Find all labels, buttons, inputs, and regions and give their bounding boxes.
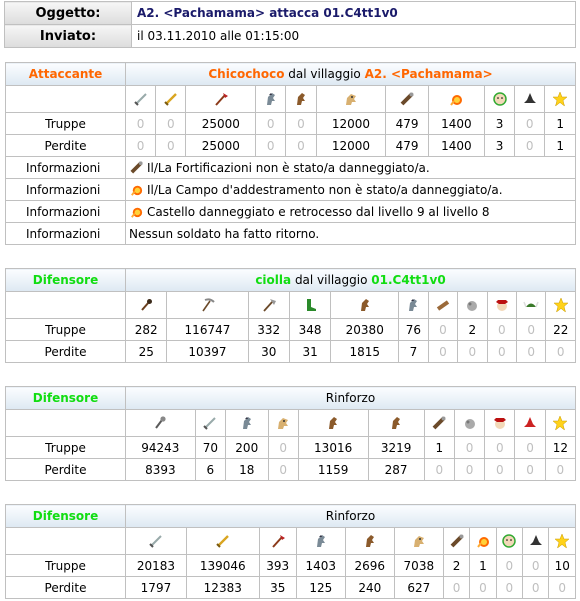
- defender-troops-row: [6, 319, 576, 341]
- troop-count: 139046: [186, 555, 259, 577]
- loss-count: 0: [126, 135, 156, 157]
- axe-icon[interactable]: [261, 297, 277, 313]
- info-row: [6, 201, 576, 223]
- catapult-icon[interactable]: [464, 297, 480, 313]
- unit-cell: [368, 410, 424, 437]
- reinforcement-losses-row: [6, 459, 576, 481]
- losses-label: Perdite: [6, 577, 126, 599]
- troop-count: 332: [248, 319, 289, 341]
- ram-icon: [129, 160, 144, 175]
- unit-cell: [485, 410, 515, 437]
- unit-cell: [156, 86, 186, 113]
- loss-count: 0: [268, 459, 298, 481]
- troop-count: 282: [126, 319, 167, 341]
- unit-cell: [248, 292, 289, 319]
- loss-count: 1400: [428, 135, 484, 157]
- unit-cell: [186, 528, 259, 555]
- sent-date: il 03.11.2010 alle 01:15:00: [132, 25, 576, 48]
- axe-blade-icon[interactable]: [213, 91, 229, 107]
- horse-icon[interactable]: [388, 415, 404, 431]
- troop-count: 22: [546, 319, 576, 341]
- unit-cell: [126, 292, 167, 319]
- defender-role: Difensore: [6, 269, 126, 292]
- info-text: [126, 179, 576, 201]
- ram-icon[interactable]: [449, 533, 465, 549]
- loss-count: 0: [487, 341, 516, 363]
- defender-losses-row: [6, 341, 576, 363]
- loss-count: 0: [286, 135, 316, 157]
- losses-label: Perdite: [6, 459, 126, 481]
- wizard-hat-icon[interactable]: [522, 415, 538, 431]
- horse-helmet-icon[interactable]: [263, 91, 279, 107]
- unit-cell: [549, 528, 576, 555]
- defender-from-text: dal villaggio: [294, 273, 368, 287]
- loss-count: 12000: [316, 135, 386, 157]
- unit-cell: [298, 410, 368, 437]
- troops-label: Truppe: [6, 437, 126, 459]
- unit-cell: [428, 292, 457, 319]
- horse-icon[interactable]: [293, 91, 309, 107]
- info-label: Informazioni: [6, 223, 126, 245]
- defender-village-link[interactable]: 01.C4tt1v0: [371, 273, 446, 287]
- unit-cell: [186, 86, 256, 113]
- loss-count: 0: [545, 459, 575, 481]
- golden-sword-icon[interactable]: [163, 91, 179, 107]
- unit-cell: [458, 292, 487, 319]
- troop-count: 0: [523, 555, 549, 577]
- attacker-village-link[interactable]: A2. <Pachamama>: [364, 67, 493, 81]
- subject-text: A2. <Pachamama> attacca 01.C4tt1v0: [132, 2, 576, 25]
- attacker-title: [126, 63, 576, 86]
- troop-count: 12000: [316, 113, 386, 135]
- troop-count: 348: [289, 319, 330, 341]
- loss-count: 1: [545, 135, 576, 157]
- troop-count: 0: [268, 437, 298, 459]
- troop-count: 13016: [298, 437, 368, 459]
- troop-count: 2696: [345, 555, 394, 577]
- horned-helmet-icon[interactable]: [523, 297, 539, 313]
- attacker-losses-row: [6, 135, 576, 157]
- defender-title: [126, 269, 576, 292]
- info-label: Informazioni: [6, 179, 126, 201]
- attacker-from-text: dal villaggio: [288, 67, 361, 81]
- loss-count: 0: [515, 135, 545, 157]
- loss-count: 0: [428, 341, 457, 363]
- hero-star-icon[interactable]: [554, 533, 570, 549]
- fireball-icon: [129, 182, 144, 197]
- info-text: [126, 157, 576, 179]
- horse-helmet-icon[interactable]: [405, 297, 421, 313]
- unit-cell: [545, 410, 575, 437]
- troop-count: 0: [517, 319, 546, 341]
- fireball-icon: [129, 204, 144, 219]
- loss-count: 0: [485, 459, 515, 481]
- horse-head-icon[interactable]: [275, 415, 291, 431]
- troop-count: 1: [470, 555, 496, 577]
- loss-count: 10397: [167, 341, 248, 363]
- unit-cell: [286, 86, 316, 113]
- loss-count: 0: [454, 459, 484, 481]
- horse-icon[interactable]: [362, 533, 378, 549]
- troop-count: 2: [458, 319, 487, 341]
- info-message: Il/La Fortificazioni non è stato/a danneggiato/a.: [147, 161, 430, 175]
- log-ram-icon[interactable]: [435, 297, 451, 313]
- troop-count: 1: [424, 437, 454, 459]
- loss-count: 0: [496, 577, 522, 599]
- unit-cell: [454, 410, 484, 437]
- troop-count: 0: [286, 113, 316, 135]
- unit-cell: [195, 410, 225, 437]
- info-row: [6, 223, 576, 245]
- horse-icon[interactable]: [325, 415, 341, 431]
- troop-count: 0: [485, 437, 515, 459]
- unit-cell: [517, 292, 546, 319]
- ram-icon[interactable]: [399, 91, 415, 107]
- troop-count: 12: [545, 437, 575, 459]
- reinforcement-title: Rinforzo: [126, 387, 576, 410]
- unit-cell: [316, 86, 386, 113]
- troop-count: 7038: [394, 555, 443, 577]
- sword-icon[interactable]: [202, 415, 218, 431]
- troop-count: 0: [256, 113, 286, 135]
- attacker-player-link[interactable]: Chicochoco: [208, 67, 285, 81]
- sent-label: Inviato:: [5, 25, 132, 48]
- viking-chief-icon[interactable]: [492, 415, 508, 431]
- attacker-troops-row: [6, 113, 576, 135]
- loss-count: 0: [517, 341, 546, 363]
- loss-count: 125: [296, 577, 345, 599]
- loss-count: 6: [195, 459, 225, 481]
- club-icon[interactable]: [138, 297, 154, 313]
- loss-count: 0: [443, 577, 469, 599]
- loss-count: 479: [386, 135, 429, 157]
- defender-role: Difensore: [6, 505, 126, 528]
- troop-count: 1: [545, 113, 576, 135]
- unit-cell: [259, 528, 296, 555]
- unit-cell: [443, 528, 469, 555]
- horse-icon[interactable]: [357, 297, 373, 313]
- reinforcement-losses-row: [6, 577, 576, 599]
- boot-icon[interactable]: [302, 297, 318, 313]
- chief-icon[interactable]: [501, 533, 517, 549]
- hero-star-icon[interactable]: [552, 91, 568, 107]
- troop-count: 2: [443, 555, 469, 577]
- troop-count: 479: [386, 113, 429, 135]
- loss-count: 7: [399, 341, 428, 363]
- defender-role: Difensore: [6, 387, 126, 410]
- troop-count: 94243: [126, 437, 196, 459]
- troop-count: 1403: [296, 555, 345, 577]
- unit-cell: [126, 410, 196, 437]
- fireball-icon[interactable]: [475, 533, 491, 549]
- unit-cell: [256, 86, 286, 113]
- loss-count: 25: [126, 341, 167, 363]
- ram-icon[interactable]: [431, 415, 447, 431]
- info-row: [6, 157, 576, 179]
- attacker-icons-row: [6, 86, 576, 113]
- troop-count: 0: [126, 113, 156, 135]
- troop-count: 0: [156, 113, 186, 135]
- reinforcement-icons-row: [6, 528, 576, 555]
- troop-count: 0: [515, 113, 545, 135]
- unit-cell: [126, 86, 156, 113]
- info-label: Informazioni: [6, 201, 126, 223]
- loss-count: 1797: [126, 577, 187, 599]
- unit-cell: [496, 528, 522, 555]
- info-row: [6, 179, 576, 201]
- unit-cell: [345, 528, 394, 555]
- hero-star-icon[interactable]: [552, 415, 568, 431]
- reinforcement-icons-row: [6, 410, 576, 437]
- loss-count: 3: [484, 135, 514, 157]
- loss-count: 0: [546, 341, 576, 363]
- loss-count: 0: [458, 341, 487, 363]
- info-label: Informazioni: [6, 157, 126, 179]
- troop-count: 20380: [331, 319, 399, 341]
- troop-count: 3: [484, 113, 514, 135]
- losses-label: Perdite: [6, 135, 126, 157]
- hero-star-icon[interactable]: [553, 297, 569, 313]
- loss-count: 1159: [298, 459, 368, 481]
- troop-count: 200: [225, 437, 268, 459]
- attacker-table: [5, 62, 576, 245]
- pick-icon[interactable]: [199, 297, 215, 313]
- loss-count: 18: [225, 459, 268, 481]
- loss-count: 0: [515, 459, 545, 481]
- loss-count: 0: [156, 135, 186, 157]
- settler-hat-icon[interactable]: [522, 91, 538, 107]
- troop-count: 3219: [368, 437, 424, 459]
- troop-count: 0: [496, 555, 522, 577]
- troop-count: 0: [428, 319, 457, 341]
- unit-cell: [424, 410, 454, 437]
- loss-count: 0: [470, 577, 496, 599]
- unit-cell: [428, 86, 484, 113]
- defender-table: [5, 268, 576, 363]
- loss-count: 12383: [186, 577, 259, 599]
- troops-label: Truppe: [6, 555, 126, 577]
- troop-count: 393: [259, 555, 296, 577]
- reinforcement-table: [5, 386, 576, 481]
- sword-icon[interactable]: [148, 533, 164, 549]
- troops-label: Truppe: [6, 113, 126, 135]
- troop-count: 25000: [186, 113, 256, 135]
- troop-count: 0: [454, 437, 484, 459]
- unit-cell: [487, 292, 516, 319]
- info-message: Castello danneggiato e retrocesso dal livello 9 al livello 8: [147, 205, 490, 219]
- golden-sword-icon[interactable]: [215, 533, 231, 549]
- loss-count: 31: [289, 341, 330, 363]
- unit-cell: [515, 410, 545, 437]
- loss-count: 30: [248, 341, 289, 363]
- troop-count: 116747: [167, 319, 248, 341]
- horse-helmet-icon[interactable]: [313, 533, 329, 549]
- info-text: [126, 201, 576, 223]
- unit-cell: [399, 292, 428, 319]
- unit-cell: [289, 292, 330, 319]
- troop-count: 1400: [428, 113, 484, 135]
- troop-count: 0: [487, 319, 516, 341]
- defender-icons-row: [6, 292, 576, 319]
- viking-chief-icon[interactable]: [494, 297, 510, 313]
- loss-count: 0: [549, 577, 576, 599]
- loss-count: 240: [345, 577, 394, 599]
- horse-head-icon[interactable]: [411, 533, 427, 549]
- info-text: Nessun soldato ha fatto ritorno.: [126, 223, 576, 245]
- unit-cell: [268, 410, 298, 437]
- attacker-role: Attaccante: [6, 63, 126, 86]
- subject-label: Oggetto:: [5, 2, 132, 25]
- loss-count: 627: [394, 577, 443, 599]
- troops-label: Truppe: [6, 319, 126, 341]
- chief-icon[interactable]: [492, 91, 508, 107]
- loss-count: 1815: [331, 341, 399, 363]
- unit-cell: [515, 86, 545, 113]
- unit-cell: [296, 528, 345, 555]
- unit-cell: [523, 528, 549, 555]
- loss-count: 8393: [126, 459, 196, 481]
- loss-count: 287: [368, 459, 424, 481]
- reinforcement-table: [5, 504, 576, 599]
- troop-count: 0: [515, 437, 545, 459]
- unit-cell: [126, 528, 187, 555]
- mace-icon[interactable]: [152, 415, 168, 431]
- loss-count: 25000: [186, 135, 256, 157]
- troop-count: 20183: [126, 555, 187, 577]
- reinforcement-title: Rinforzo: [126, 505, 576, 528]
- reinforcement-troops-row: [6, 437, 576, 459]
- defender-player-link[interactable]: ciolla: [255, 273, 292, 287]
- troop-count: 70: [195, 437, 225, 459]
- catapult-icon[interactable]: [462, 415, 478, 431]
- unit-cell: [484, 86, 514, 113]
- unit-cell: [546, 292, 576, 319]
- info-message: Il/La Campo d'addestramento non è stato/a danneggiato/a.: [147, 183, 503, 197]
- losses-label: Perdite: [6, 341, 126, 363]
- troop-count: 76: [399, 319, 428, 341]
- unit-cell: [470, 528, 496, 555]
- troop-count: 10: [549, 555, 576, 577]
- unit-cell: [167, 292, 248, 319]
- fireball-icon[interactable]: [448, 91, 464, 107]
- horse-helmet-icon[interactable]: [239, 415, 255, 431]
- horse-head-icon[interactable]: [343, 91, 359, 107]
- unit-cell: [545, 86, 576, 113]
- settler-hat-icon[interactable]: [528, 533, 544, 549]
- loss-count: 0: [523, 577, 549, 599]
- loss-count: 0: [424, 459, 454, 481]
- unit-cell: [386, 86, 429, 113]
- unit-cell: [225, 410, 268, 437]
- reinforcement-troops-row: [6, 555, 576, 577]
- unit-cell: [331, 292, 399, 319]
- axe-blade-icon[interactable]: [270, 533, 286, 549]
- unit-cell: [394, 528, 443, 555]
- loss-count: 0: [256, 135, 286, 157]
- loss-count: 35: [259, 577, 296, 599]
- sword-icon[interactable]: [133, 91, 149, 107]
- report-header: [4, 1, 576, 48]
